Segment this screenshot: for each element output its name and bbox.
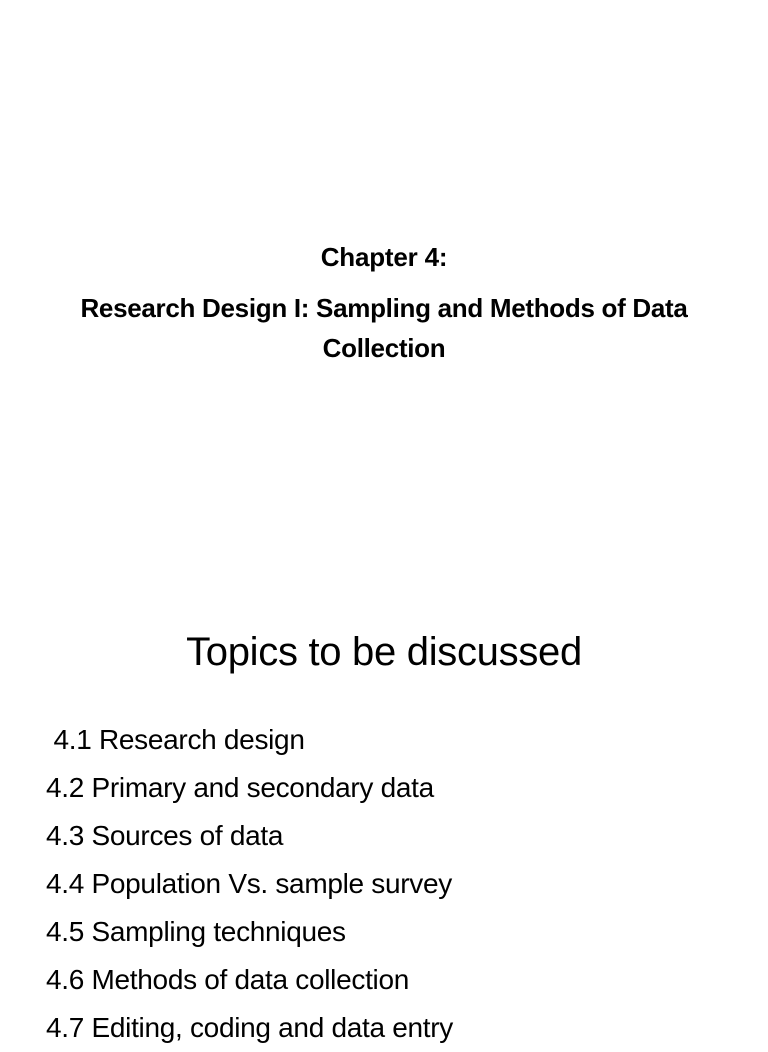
topic-item: 4.2 Primary and secondary data	[46, 772, 434, 803]
topic-item: 4.6 Methods of data collection	[46, 964, 410, 995]
topic-item: 4.7 Editing, coding and data entry	[46, 1012, 453, 1043]
chapter-title: Research Design I: Sampling and Methods of Data Collection	[80, 293, 688, 363]
topics-slide	[0, 576, 768, 1043]
topic-item: 4.1 Research design	[46, 724, 305, 755]
chapter-label: Chapter 4:	[320, 242, 448, 272]
topics-list	[46, 716, 453, 1052]
topics-title: Topics to be discussed	[186, 630, 582, 674]
topic-item: 4.4 Population Vs. sample survey	[46, 868, 452, 899]
topic-item: 4.5 Sampling techniques	[46, 916, 346, 947]
topic-item: 4.3 Sources of data	[46, 820, 284, 851]
